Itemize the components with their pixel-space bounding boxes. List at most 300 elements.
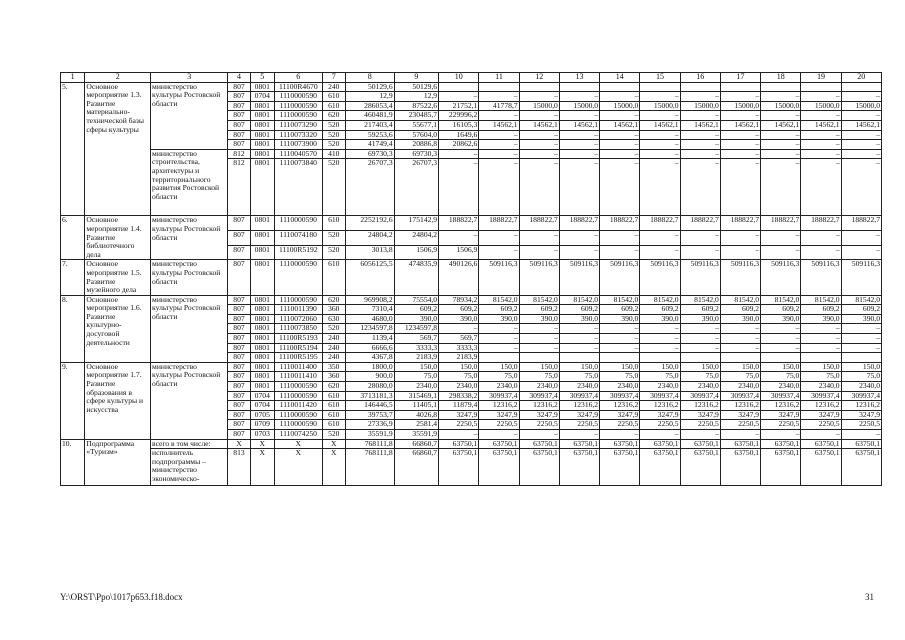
amount-cell: 81542,0 [801,295,841,305]
amount-cell: 188822,7 [479,216,519,231]
amount-cell: 14562,1 [559,120,599,130]
amount-cell: 1506,9 [439,246,479,260]
code-cell: 807 [228,295,250,305]
amount-cell: 2340,0 [394,382,438,392]
code-cell: 807 [228,111,250,121]
amount-cell: – [519,231,559,246]
amount-cell: 2183,9 [394,353,438,363]
amount-cell: 63750,1 [640,449,680,486]
amount-cell: 390,0 [479,314,519,324]
amount-cell: 2340,0 [801,382,841,392]
amount-cell: – [559,246,599,260]
code-cell: 0801 [250,140,274,150]
amount-cell: 188822,7 [600,216,640,231]
code-cell: 240 [322,334,345,344]
amount-cell: 188822,7 [680,216,720,231]
amount-cell: – [559,430,599,440]
code-cell: 1110073290 [274,120,322,130]
amount-cell: – [720,140,760,150]
amount-cell: 390,0 [801,314,841,324]
amount-cell: – [559,92,599,102]
amount-cell: 969908,2 [345,295,394,305]
code-cell: 0801 [250,324,274,334]
header-cell: 10 [439,73,479,83]
amount-cell: – [600,111,640,121]
amount-cell: 24804,2 [394,231,438,246]
code-cell: 520 [322,430,345,440]
amount-cell: 509116,3 [801,260,841,295]
amount-cell: 286053,4 [345,101,394,111]
amount-cell: – [519,111,559,121]
amount-cell: 188822,7 [559,216,599,231]
code-cell: 1110000590 [274,382,322,392]
amount-cell: 1506,9 [394,246,438,260]
code-cell: 1110000590 [274,410,322,420]
table-row [61,260,882,295]
code-cell: 807 [228,246,250,260]
amount-cell: 15000,0 [841,101,881,111]
code-cell: 0801 [250,216,274,231]
amount-cell: – [479,92,519,102]
activity-name: Основное мероприятие 1.5. Развитие музейного дела [85,260,151,295]
amount-cell: – [600,92,640,102]
amount-cell: – [479,246,519,260]
activity-name: Основное мероприятие 1.4. Развитие библиотечного дела [85,216,151,260]
amount-cell: 2183,9 [439,353,479,363]
amount-cell: – [801,324,841,334]
amount-cell: 63750,1 [439,439,479,449]
amount-cell: 2250,5 [841,420,881,430]
amount-cell: – [519,130,559,140]
amount-cell: 3247,9 [600,410,640,420]
amount-cell: 2250,5 [801,420,841,430]
code-cell: 1110000590 [274,391,322,401]
code-cell: 610 [322,101,345,111]
code-cell: 807 [228,382,250,392]
amount-cell: 75554,0 [394,295,438,305]
amount-cell: – [640,246,680,260]
amount-cell: 229996,2 [439,111,479,121]
code-cell: 0704 [250,401,274,411]
amount-cell: 75,0 [720,372,760,382]
amount-cell: – [519,324,559,334]
amount-cell: 75,0 [761,372,801,382]
code-cell: 807 [228,120,250,130]
header-cell: 6 [274,73,322,83]
code-cell: 1110011400 [274,362,322,372]
amount-cell: 309937,4 [761,391,801,401]
code-cell: 807 [228,391,250,401]
amount-cell: – [479,343,519,353]
code-cell: 0801 [250,343,274,353]
table-row [61,149,882,159]
amount-cell: 20886,8 [394,140,438,150]
amount-cell: – [841,130,881,140]
amount-cell: – [519,334,559,344]
amount-cell: 24804,2 [345,231,394,246]
amount-cell: – [600,149,640,159]
amount-cell: 69730,3 [394,149,438,159]
amount-cell: 15000,0 [600,101,640,111]
code-cell: 0801 [250,246,274,260]
amount-cell: 12316,2 [841,401,881,411]
amount-cell: 390,0 [600,314,640,324]
amount-cell: 50129,6 [345,82,394,92]
amount-cell: 81542,0 [479,295,519,305]
code-cell: 0801 [250,372,274,382]
amount-cell: – [680,430,720,440]
amount-cell: 63750,1 [479,439,519,449]
amount-cell [640,353,680,363]
amount-cell: – [680,159,720,216]
amount-cell: – [761,334,801,344]
code-cell: 0801 [250,159,274,216]
amount-cell: 609,2 [640,305,680,315]
code-cell: 807 [228,92,250,102]
amount-cell: – [559,334,599,344]
amount-cell: – [600,159,640,216]
amount-cell [720,353,760,363]
amount-cell: – [680,343,720,353]
amount-cell: 39753,7 [345,410,394,420]
executor-name: министерство культуры Ростовской области [151,362,228,439]
amount-cell: – [559,159,599,216]
footer-file-path: Y:\ORST\Ppo\1017p653.f18.docx [60,592,183,602]
amount-cell: – [479,159,519,216]
amount-cell: 81542,0 [761,295,801,305]
amount-cell: 309937,4 [600,391,640,401]
amount-cell: 150,0 [720,362,760,372]
code-cell: 1110040570 [274,149,322,159]
code-cell: 0801 [250,305,274,315]
amount-cell: – [761,111,801,121]
code-cell: 360 [322,372,345,382]
amount-cell: – [761,92,801,102]
code-cell: 520 [322,246,345,260]
amount-cell: – [720,149,760,159]
amount-cell: – [680,111,720,121]
code-cell: 620 [322,111,345,121]
amount-cell: 3247,9 [479,410,519,420]
amount-cell [559,82,599,92]
amount-cell: – [600,334,640,344]
amount-cell: – [559,130,599,140]
code-cell: 0801 [250,149,274,159]
amount-cell: – [640,334,680,344]
amount-cell: – [640,140,680,150]
amount-cell: 309937,4 [720,391,760,401]
table-row [61,439,882,449]
amount-cell: 7310,4 [345,305,394,315]
amount-cell [801,82,841,92]
budget-table [60,72,882,486]
amount-cell: 3247,9 [801,410,841,420]
amount-cell: 12,9 [394,92,438,102]
header-cell: 17 [720,73,760,83]
amount-cell: – [801,140,841,150]
code-cell: 807 [228,343,250,353]
amount-cell: – [479,149,519,159]
code-cell: 807 [228,130,250,140]
code-cell: 1110074180 [274,231,322,246]
row-number: 5. [61,82,85,216]
code-cell: 520 [322,120,345,130]
amount-cell: 609,2 [600,305,640,315]
activity-name: Основное мероприятие 1.7. Развитие образования в сфере культуры и искусства [85,362,151,439]
header-cell: 19 [801,73,841,83]
amount-cell: 150,0 [841,362,881,372]
code-cell: 1110000590 [274,92,322,102]
amount-cell: – [841,334,881,344]
code-cell: 0801 [250,231,274,246]
amount-cell: – [841,111,881,121]
amount-cell: 12,9 [345,92,394,102]
amount-cell: – [761,149,801,159]
amount-cell: 2252192,6 [345,216,394,231]
amount-cell: – [801,246,841,260]
amount-cell: – [559,231,599,246]
amount-cell: 460481,9 [345,111,394,121]
amount-cell: 63750,1 [519,449,559,486]
header-cell: 11 [479,73,519,83]
amount-cell: – [761,324,801,334]
amount-cell: – [439,430,479,440]
amount-cell: 609,2 [680,305,720,315]
code-cell: 240 [322,353,345,363]
amount-cell: 81542,0 [519,295,559,305]
code-cell: 807 [228,324,250,334]
amount-cell: 309937,4 [640,391,680,401]
amount-cell: 12316,2 [559,401,599,411]
header-cell: 5 [250,73,274,83]
amount-cell: 490126,6 [439,260,479,295]
code-cell: 807 [228,305,250,315]
amount-cell: 63750,1 [680,449,720,486]
amount-cell: 188822,7 [761,216,801,231]
amount-cell: 1234597,8 [394,324,438,334]
amount-cell: 3247,9 [559,410,599,420]
amount-cell: 2250,5 [680,420,720,430]
amount-cell: 63750,1 [439,449,479,486]
code-cell: 240 [322,82,345,92]
amount-cell: 21752,1 [439,101,479,111]
code-cell: 807 [228,82,250,92]
amount-cell: 609,2 [720,305,760,315]
amount-cell: – [640,130,680,140]
amount-cell: 41749,4 [345,140,394,150]
amount-cell: 81542,0 [720,295,760,305]
code-cell: X [274,449,322,486]
amount-cell: – [801,111,841,121]
amount-cell: – [680,246,720,260]
amount-cell: 390,0 [559,314,599,324]
code-cell: 0801 [250,260,274,295]
amount-cell: 55677,1 [394,120,438,130]
amount-cell: – [680,334,720,344]
amount-cell: 3333,3 [439,343,479,353]
amount-cell: – [519,343,559,353]
amount-cell: – [761,246,801,260]
amount-cell: – [761,430,801,440]
amount-cell: 81542,0 [640,295,680,305]
code-cell: 807 [228,372,250,382]
amount-cell: 63750,1 [761,439,801,449]
amount-cell: 390,0 [720,314,760,324]
amount-cell: – [439,231,479,246]
amount-cell: 3247,9 [680,410,720,420]
code-cell: 610 [322,260,345,295]
amount-cell: 2250,5 [761,420,801,430]
executor-name: исполнитель подпрограммы – министерство экономическо- [151,449,228,486]
code-cell: 11100R4670 [274,82,322,92]
amount-cell: 81542,0 [841,295,881,305]
code-cell: 0705 [250,410,274,420]
amount-cell: – [801,231,841,246]
row-number: 8. [61,295,85,362]
code-cell: X [322,449,345,486]
amount-cell: 2340,0 [519,382,559,392]
executor-name: всего в том числе: [151,439,228,449]
code-cell: 1110011410 [274,372,322,382]
code-cell: 360 [322,305,345,315]
code-cell: 812 [228,149,250,159]
amount-cell: 12316,2 [600,401,640,411]
table-row [61,82,882,92]
code-cell: 1110000590 [274,111,322,121]
amount-cell: 2340,0 [479,382,519,392]
code-cell: 0801 [250,82,274,92]
amount-cell: – [600,246,640,260]
amount-cell: 63750,1 [720,439,760,449]
amount-cell: – [720,231,760,246]
code-cell: 807 [228,353,250,363]
amount-cell: 146446,5 [345,401,394,411]
amount-cell: 81542,0 [680,295,720,305]
amount-cell: 75,0 [680,372,720,382]
code-cell: 0704 [250,391,274,401]
amount-cell: 150,0 [439,362,479,372]
header-cell: 14 [600,73,640,83]
amount-cell: 390,0 [761,314,801,324]
amount-cell: 78934,2 [439,295,479,305]
amount-cell: 63750,1 [841,449,881,486]
header-cell: 13 [559,73,599,83]
amount-cell: 66860,7 [394,439,438,449]
table-body [61,73,882,486]
amount-cell: – [720,343,760,353]
code-cell: 1110000590 [274,295,322,305]
amount-cell: – [841,430,881,440]
amount-cell: 27336,9 [345,420,394,430]
amount-cell: – [640,231,680,246]
amount-cell: 2250,5 [439,420,479,430]
amount-cell: 16105,3 [439,120,479,130]
code-cell: 807 [228,401,250,411]
amount-cell: 59253,6 [345,130,394,140]
amount-cell: 1800,0 [345,362,394,372]
amount-cell [761,82,801,92]
amount-cell [559,353,599,363]
amount-cell: 1649,6 [439,130,479,140]
amount-cell: 14562,1 [519,120,559,130]
amount-cell: 75,0 [801,372,841,382]
amount-cell: 12316,2 [479,401,519,411]
amount-cell: – [439,159,479,216]
amount-cell: 75,0 [519,372,559,382]
amount-cell: 315469,1 [394,391,438,401]
amount-cell: 2250,5 [600,420,640,430]
table-row [61,216,882,231]
amount-cell: 569,7 [439,334,479,344]
code-cell: 350 [322,362,345,372]
code-cell: 610 [322,401,345,411]
amount-cell: 4026,8 [394,410,438,420]
code-cell: 807 [228,260,250,295]
amount-cell: – [479,231,519,246]
amount-cell: 15000,0 [801,101,841,111]
amount-cell: – [519,430,559,440]
header-cell: 18 [761,73,801,83]
amount-cell: 26707,3 [394,159,438,216]
amount-cell: 12316,2 [761,401,801,411]
amount-cell [801,353,841,363]
amount-cell: 175142,9 [394,216,438,231]
amount-cell: – [439,149,479,159]
amount-cell: 66860,7 [394,449,438,486]
amount-cell: – [600,430,640,440]
amount-cell: 3247,9 [640,410,680,420]
activity-name: Основное мероприятие 1.6. Развитие культурно-досуговой деятельности [85,295,151,362]
amount-cell: – [720,334,760,344]
amount-cell: 4367,8 [345,353,394,363]
header-cell: 3 [151,73,228,83]
header-cell: 15 [640,73,680,83]
executor-name: министерство культуры Ростовской области [151,82,228,149]
amount-cell: 188822,7 [720,216,760,231]
amount-cell: – [801,343,841,353]
amount-cell: 309937,4 [559,391,599,401]
amount-cell: 230485,7 [394,111,438,121]
amount-cell: – [720,430,760,440]
amount-cell: 1234597,8 [345,324,394,334]
amount-cell: 2340,0 [761,382,801,392]
amount-cell: – [761,130,801,140]
code-cell: 0801 [250,101,274,111]
code-cell: 1110074250 [274,430,322,440]
amount-cell: – [761,231,801,246]
amount-cell: 14562,1 [720,120,760,130]
amount-cell: 63750,1 [559,449,599,486]
amount-cell: 609,2 [841,305,881,315]
code-cell: 1110011390 [274,305,322,315]
amount-cell: 609,2 [761,305,801,315]
amount-cell [841,353,881,363]
code-cell: 11100R5193 [274,334,322,344]
amount-cell [479,353,519,363]
code-cell: 807 [228,314,250,324]
code-cell: 0801 [250,334,274,344]
code-cell: 0704 [250,92,274,102]
amount-cell: 188822,7 [640,216,680,231]
code-cell: 1110000590 [274,420,322,430]
header-cell: 12 [519,73,559,83]
amount-cell: – [600,231,640,246]
amount-cell: – [479,334,519,344]
code-cell: 807 [228,231,250,246]
amount-cell: 2250,5 [559,420,599,430]
amount-cell: 569,7 [394,334,438,344]
amount-cell: 2340,0 [600,382,640,392]
